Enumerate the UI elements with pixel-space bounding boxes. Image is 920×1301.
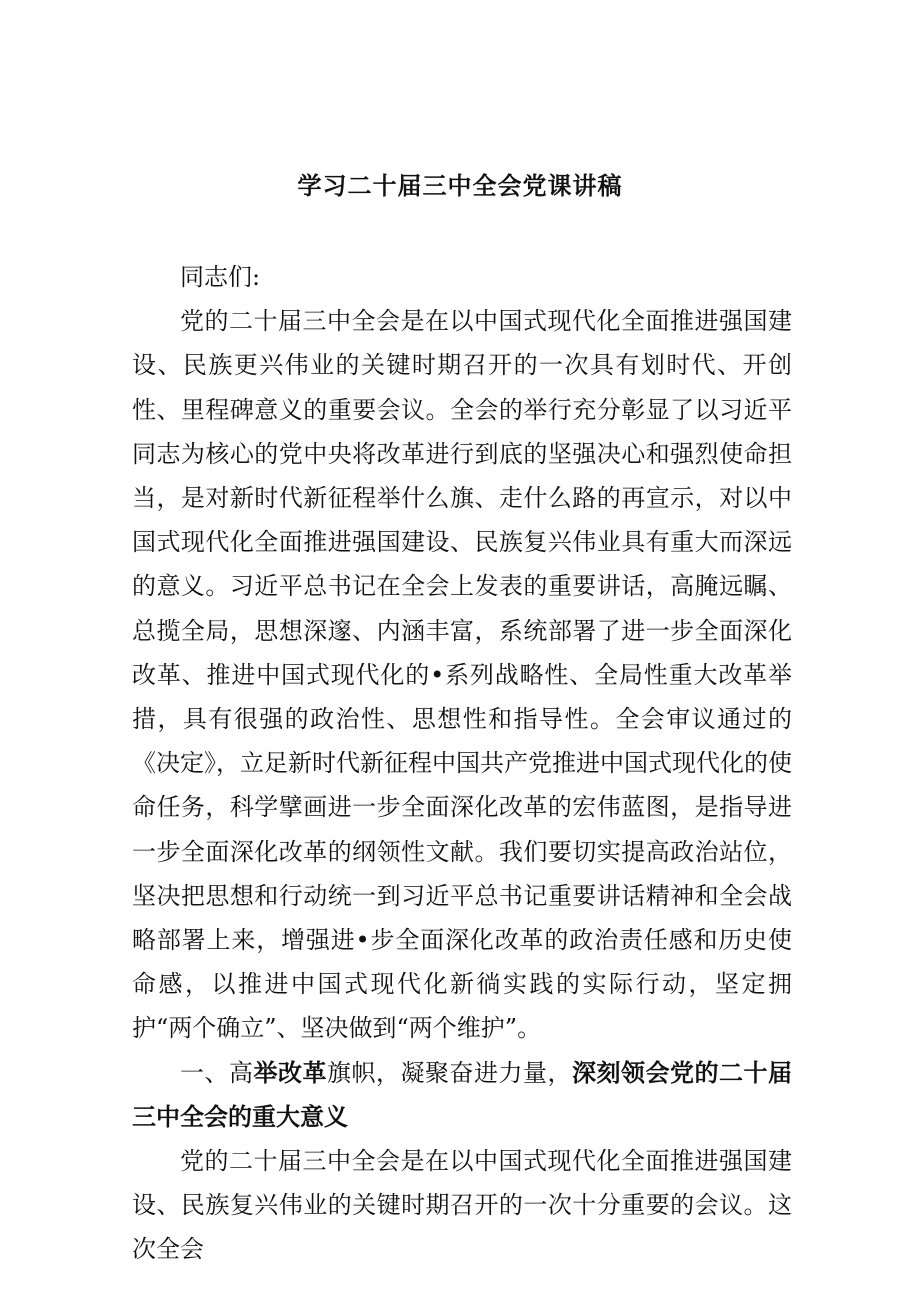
salutation: 同志们: [180, 263, 261, 291]
section-heading-part-3: 旗帜，凝聚奋进力量， [327, 1058, 572, 1087]
section-1-paragraph: 党的二十届三中全会是在以中国式现代化全面推进强国建设、民族复兴伟业的关键时期召开的一次十分重要的会议。这次全会 [132, 1147, 792, 1264]
section-heading-part-2: 举改革 [253, 1057, 327, 1087]
section-heading-part-1: 一、高 [180, 1058, 254, 1087]
document-body [132, 255, 792, 1272]
intro-paragraph: 党的二十届三中全会是在以中国式现代化全面推进强国建设、民族更兴伟业的关键时期召开的一次具有划时代、开创性、里程碑意义的重要会议。全会的举行充分彰显了以习近平同志为核心的党中央将改革进行到底的坚强决心和强烈使命担当，是对新时代新征程举什么旗、走什么路的再宣示，对以中国式现代化全面推进强国建设、民族复兴伟业具有重大而深远的意义。习近平总书记在全会上发表的重要讲话，高腌远瞩、总揽全局，思想深邃、内涵丰富，系统部署了进一步全面深化改革、推进中国式现代化的•系列战略性、全局性重大改革举措，具有很强的政治性、思想性和指导性。全会审议通过的《决定》，立足新时代新征程中国共产党推进中国式现代化的使命任务，科学擘画进一步全面深化改革的宏伟蓝图，是指导进一步全面深化改革的纲领性文献。我们要切实提高政治站位，坚决把思想和行动统一到习近平总书记重要讲话精神和全会战略部署上来，增强进•步全面深化改革的政治责任感和历史使命感，以推进中国式现代化新徜实践的实际行动，坚定拥护“两个确立”、坚决做到“两个维护”。 [132, 307, 792, 1043]
document-title: 学习二十届三中全会党课讲稿 [297, 171, 623, 200]
section-heading-part-4: 深刻领会党的二十届三中全会的重大意义 [132, 1057, 792, 1131]
section-heading-1 [132, 1051, 792, 1139]
